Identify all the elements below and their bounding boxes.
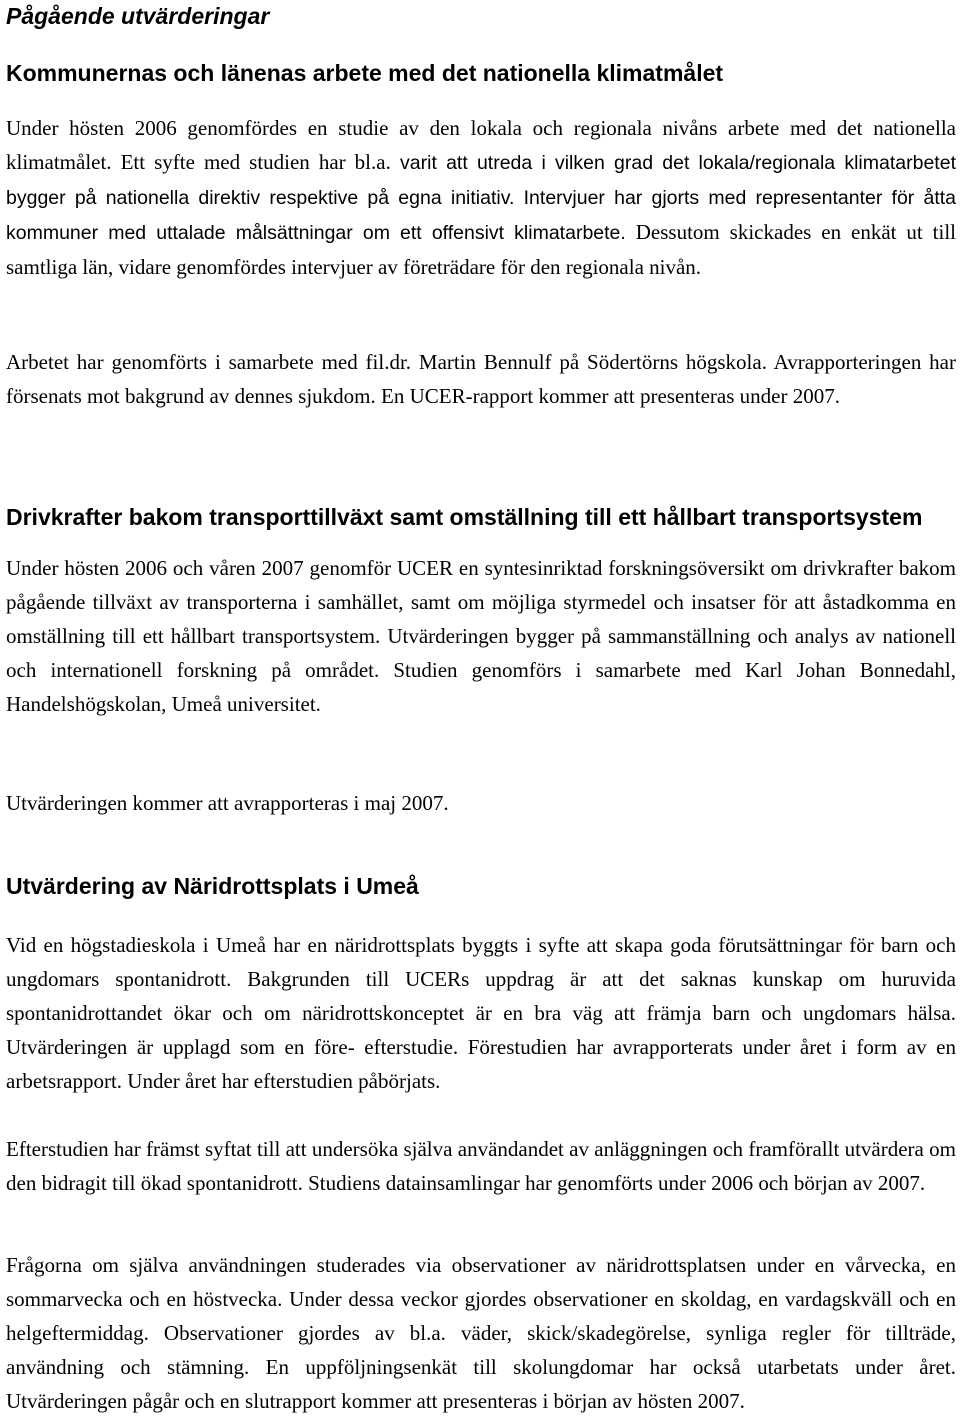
section-heading-klimatmalet: Kommunernas och länenas arbete med det nationella klimatmålet: [6, 60, 724, 86]
paragraph-part: Dessutom skickades en enkät ut till samtliga län, vidare genomfördes intervjuer av företrädare för den regionala nivån.: [6, 220, 956, 279]
paragraph-klimatmalet-intro: [6, 111, 956, 284]
section-heading-naridrottsplats: Utvärdering av Näridrottsplats i Umeå: [6, 873, 419, 899]
page-title: Pågående utvärderingar: [6, 3, 270, 29]
paragraph-naridrott-efterstudie: Efterstudien har främst syftat till att undersöka själva användandet av anläggningen och framförallt utvärdera om den bidragit till ökad spontanidrott. Studiens datainsamlingar har genomförts under 2006 och början av 2007.: [6, 1137, 956, 1195]
paragraph-klimatmalet-collaboration: Arbetet har genomförts i samarbete med fil.dr. Martin Bennulf på Södertörns högskola. Avrapporteringen har försenats mot bakgrund av dennes sjukdom. En UCER-rapport kommer att presenteras under 2007.: [6, 350, 956, 408]
paragraph-transport-report: Utvärderingen kommer att avrapporteras i maj 2007.: [6, 791, 449, 815]
paragraph-naridrott-observations: Frågorna om själva användningen studerades via observationer av näridrottsplatsen under en vårvecka, en sommarvecka och en höstvecka. Under dessa veckor gjordes observationer en skoldag, en vardagskväll och en helgeftermiddag. Observationer gjordes av bl.a. väder, skick/skadegörelse, synliga regler för tillträde, användning och stämning. En uppföljningsenkät till skolungdomar har också utarbetats under året. Utvärderingen pågår och en slutrapport kommer att presenteras i början av hösten 2007.: [6, 1253, 956, 1413]
paragraph-part: Under hösten 2006 genomfördes en studie av den lokala och regionala nivåns arbete med det nationella klimatmålet. Ett syfte med studien har bl.a.: [6, 116, 956, 174]
section-heading-transport: Drivkrafter bakom transporttillväxt samt omställning till ett hållbart transportsystem: [6, 504, 923, 530]
paragraph-part: varit att utreda i vilken grad det lokala/regionala klimatarbetet bygger på nationella direktiv respektive på egna initiativ. Intervjuer har gjorts med representanter för åtta kommuner med uttalade målsättningar om ett offensivt klimatarbete.: [6, 152, 956, 244]
paragraph-transport-overview: Under hösten 2006 och våren 2007 genomför UCER en syntesinriktad forskningsöversikt om drivkrafter bakom pågående tillväxt av transporterna i samhället, samt om möjliga styrmedel och insatser för att åstadkomma en omställning till ett hållbart transportsystem. Utvärderingen bygger på sammanställning och analys av nationell och internationell forskning på området. Studien genomförs i samarbete med Karl Johan Bonnedahl, Handelshögskolan, Umeå universitet.: [6, 556, 956, 716]
paragraph-naridrott-background: Vid en högstadieskola i Umeå har en näridrottsplats byggts i syfte att skapa goda förutsättningar för barn och ungdomars spontanidrott. Bakgrunden till UCERs uppdrag är att det saknas kunskap om huruvida spontanidrottandet ökar och om näridrottskonceptet är en bra väg att främja barn och ungdomars hälsa. Utvärderingen är upplagd som en före- efterstudie. Förestudien har avrapporterats under året i form av en arbetsrapport. Under året har efterstudien påbörjats.: [6, 933, 956, 1093]
